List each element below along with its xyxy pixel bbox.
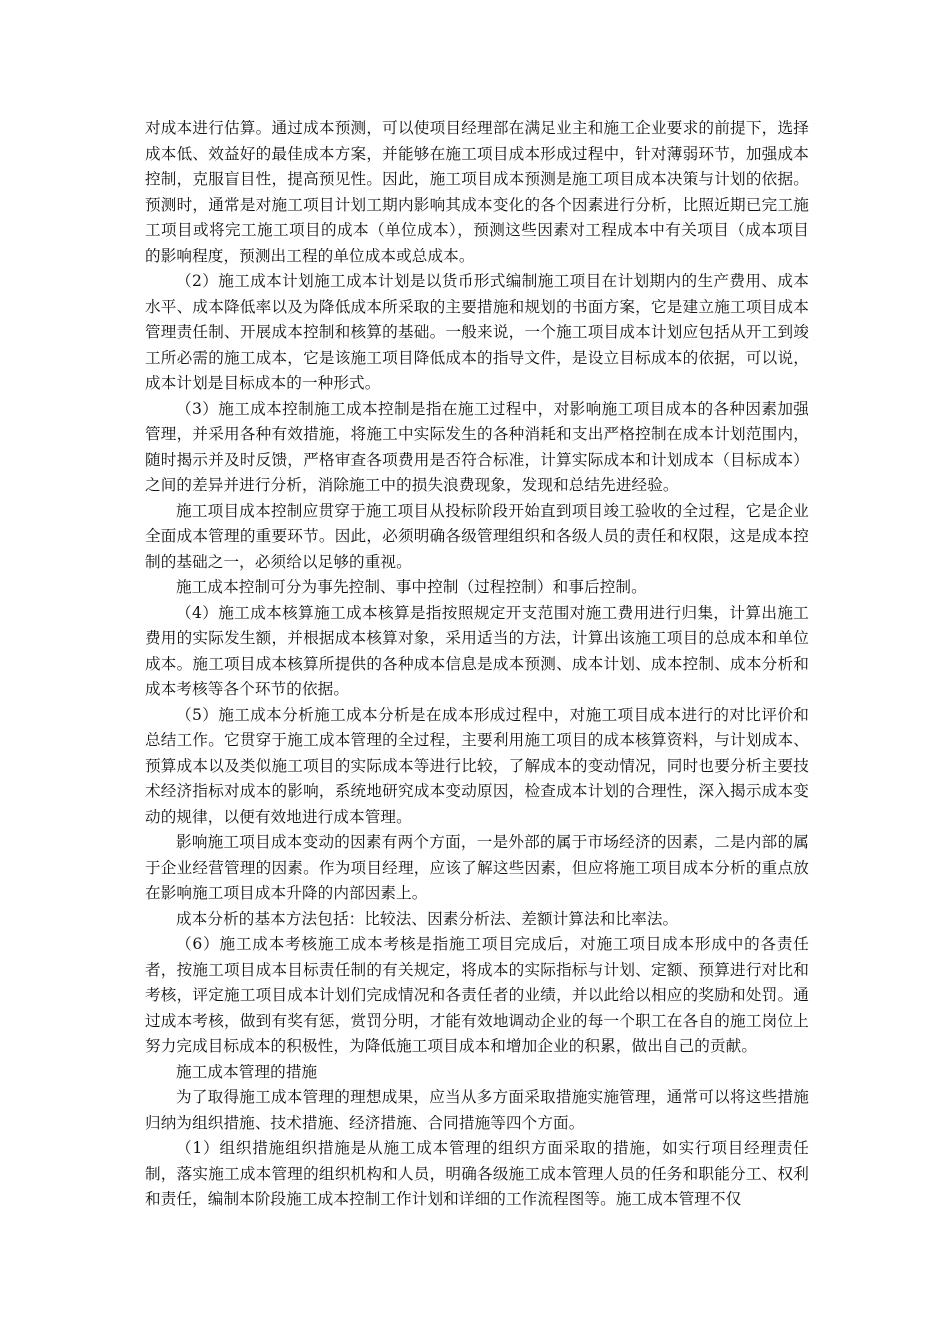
paragraph-cost-accounting: （4）施工成本核算施工成本核算是指按照规定开支范围对施工费用进行归集，计算出施工费用的实际发生额，并根据成本核算对象，采用适当的方法，计算出该施工项目的总成本和单位成本。施工项目成本核算所提供的各种成本信息是成本预测、成本计划、成本控制、成本分析和成本考核等各个环节的依据。: [145, 603, 809, 698]
paragraph-cost-control-scope: 施工项目成本控制应贯穿于施工项目从投标阶段开始直到项目竣工验收的全过程，它是企业全面成本管理的重要环节。因此，必须明确各级管理组织和各级人员的责任和权限，这是成本控制的基础之一，必须给以足够的重视。: [145, 501, 809, 571]
paragraph-analysis-methods: 成本分析的基本方法包括：比较法、因素分析法、差额计算法和比率法。: [176, 909, 679, 928]
section-heading-measures: 施工成本管理的措施: [176, 1062, 318, 1081]
paragraph-organizational-measures: （1）组织措施组织措施是从施工成本管理的组织方面采取的措施，如实行项目经理责任制，落实施工成本管理的组织机构和人员，明确各级施工成本管理人员的任务和职能分工、权利和责任，编制本阶段施工成本控制工作计划和详细的工作流程图等。施工成本管理不仅: [145, 1139, 809, 1208]
paragraph-cost-plan: （2）施工成本计划施工成本计划是以货币形式编制施工项目在计划期内的生产费用、成本水平、成本降低率以及为降低成本所采取的主要措施和规划的书面方案，它是建立施工项目成本管理责任制、开展成本控制和核算的基础。一般来说，一个施工项目成本计划应包括从开工到竣工所必需的施工成本，它是该施工项目降低成本的指导文件，是设立目标成本的依据，可以说，成本计划是目标成本的一种形式。: [145, 272, 809, 392]
paragraph-measures-intro: 为了取得施工成本管理的理想成果，应当从多方面采取措施实施管理，通常可以将这些措施归纳为组织措施、技术措施、经济措施、合同措施等四个方面。: [145, 1088, 809, 1132]
paragraph-cost-control: （3）施工成本控制施工成本控制是指在施工过程中，对影响施工项目成本的各种因素加强管理，并采用各种有效措施，将施工中实际发生的各种消耗和支出严格控制在成本计划范围内，随时揭示并及时反馈，严格审查各项费用是否符合标准，计算实际成本和计划成本（目标成本）之间的差异并进行分析，消除施工中的损失浪费现象，发现和总结先进经验。: [145, 399, 809, 494]
paragraph-cost-assessment: （6）施工成本考核施工成本考核是指施工项目完成后，对施工项目成本形成中的各责任者，按施工项目成本目标责任制的有关规定，将成本的实际指标与计划、定额、预算进行对比和考核，评定施工项目成本计划们完成情况和各责任者的业绩，并以此给以相应的奖励和处罚。通过成本考核，做到有奖有惩，赏罚分明，才能有效地调动企业的每一个职工在各自的施工岗位上努力完成目标成本的积极性，为降低施工项目成本和增加企业的积累，做出自己的贡献。: [145, 935, 809, 1055]
document-body: [145, 116, 809, 1213]
paragraph-cost-factors: 影响施工项目成本变动的因素有两个方面，一是外部的属于市场经济的因素，二是内部的属于企业经营管理的因素。作为项目经理，应该了解这些因素，但应将施工项目成本分析的重点放在影响施工项目成本升降的内部因素上。: [145, 833, 809, 902]
paragraph-cost-control-types: 施工成本控制可分为事先控制、事中控制（过程控制）和事后控制。: [176, 578, 647, 596]
paragraph-cost-forecast-continued: 对成本进行估算。通过成本预测，可以使项目经理部在满足业主和施工企业要求的前提下，选择成本低、效益好的最佳成本方案，并能够在施工项目成本形成过程中，针对薄弱环节，加强成本控制，克服盲目性，提高预见性。因此，施工项目成本预测是施工项目成本决策与计划的依据。预测时，通常是对施工项目计划工期内影响其成本变化的各个因素进行分析，比照近期已完工施工项目或将完工施工项目的成本（单位成本），预测这些因素对工程成本中有关项目（成本项目的影响程度，预测出工程的单位成本或总成本。: [145, 119, 809, 265]
paragraph-cost-analysis: （5）施工成本分析施工成本分析是在成本形成过程中，对施工项目成本进行的对比评价和总结工作。它贯穿于施工成本管理的全过程，主要利用施工项目的成本核算资料，与计划成本、预算成本以及类似施工项目的实际成本等进行比较，了解成本的变动情况，同时也要分析主要技术经济指标对成本的影响，系统地研究成本变动原因，检查成本计划的合理性，深入揭示成本变动的规律，以便有效地进行成本管理。: [145, 705, 809, 826]
